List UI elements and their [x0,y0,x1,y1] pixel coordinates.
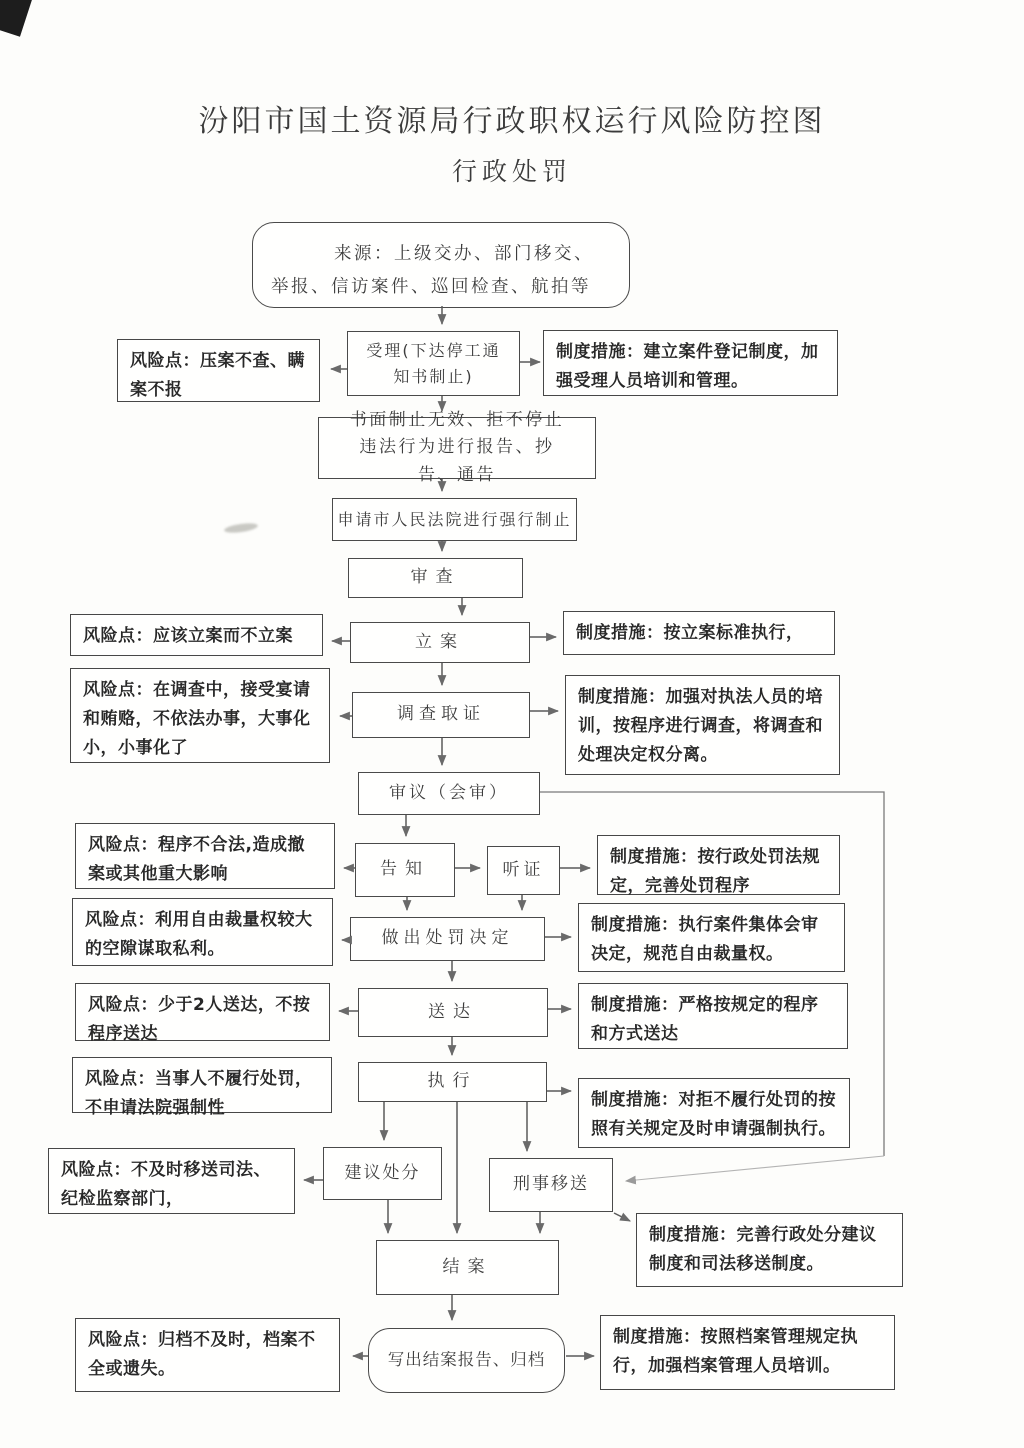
risk-note-suggestion: 风险点：不及时移送司法、纪检监察部门， [48,1148,295,1214]
measure-note-accept: 制度措施：建立案件登记制度，加强受理人员培训和管理。 [543,330,838,396]
node-written-notice: 书面制止无效、拒不停止违法行为进行报告、抄告、通告 [318,417,596,479]
arrow-criminal-to-measure [614,1213,630,1221]
measure-note-execution: 制度措施：对拒不履行处罚的按照有关规定及时申请强制执行。 [578,1078,850,1148]
node-criminal-transfer: 刑事移送 [489,1158,613,1212]
measure-note-criminal: 制度措施：完善行政处分建议制度和司法移送制度。 [636,1213,903,1287]
node-delivery: 送达 [358,988,548,1037]
risk-note-delivery: 风险点：少于2人送达，不按程序送达 [75,983,330,1041]
node-source: 来源：上级交办、部门移交、举报、信访案件、巡回检查、航拍等 [252,222,630,308]
measure-note-investigation: 制度措施：加强对执法人员的培训，按程序进行调查，将调查和处理决定权分离。 [565,675,840,775]
measure-note-filing: 制度措施：按立案标准执行， [563,611,835,655]
node-accept: 受理(下达停工通知书制止) [347,331,520,396]
measure-note-decision: 制度措施：执行案件集体会审决定，规范自由裁量权。 [578,903,845,972]
measure-note-inform: 制度措施：按行政处罚法规定，完善处罚程序 [597,835,840,895]
node-suggestion: 建议处分 [323,1147,442,1200]
risk-note-report: 风险点：归档不及时，档案不全或遗失。 [75,1318,340,1392]
node-hearing: 听证 [487,846,560,895]
risk-note-inform: 风险点：程序不合法,造成撤案或其他重大影响 [75,823,335,889]
node-investigation: 调查取证 [352,692,530,738]
node-court: 申请市人民法院进行强行制止 [332,498,577,541]
node-deliberation: 审议（会审） [358,772,540,815]
node-closing: 结案 [376,1240,559,1295]
node-report-archive: 写出结案报告、归档 [368,1328,565,1393]
diagram-subtitle: 行政处罚 [451,157,572,186]
node-decision: 做出处罚决定 [350,917,545,961]
risk-note-investigation: 风险点：在调查中，接受宴请和贿赂，不依法办事，大事化小，小事化了 [70,668,330,763]
node-review: 审查 [348,558,523,598]
diagram-title: 汾阳市国土资源局行政职权运行风险防控图 [198,104,826,139]
node-filing: 立案 [350,622,530,663]
risk-note-accept: 风险点：压案不查、瞒案不报 [117,339,320,402]
risk-note-filing: 风险点：应该立案而不立案 [70,614,323,656]
node-inform: 告知 [355,843,455,897]
risk-note-decision: 风险点：利用自由裁量权较大的空隙谋取私利。 [72,898,333,966]
scan-corner-artifact [0,0,34,37]
node-execution: 执行 [358,1062,547,1102]
scan-smudge-artifact [224,522,259,535]
measure-note-report: 制度措施：按照档案管理规定执行，加强档案管理人员培训。 [600,1315,895,1390]
connector-rail-to-criminal [626,1156,884,1181]
measure-note-delivery: 制度措施：严格按规定的程序和方式送达 [578,983,848,1049]
risk-note-execution: 风险点：当事人不履行处罚，不申请法院强制性 [72,1057,332,1113]
